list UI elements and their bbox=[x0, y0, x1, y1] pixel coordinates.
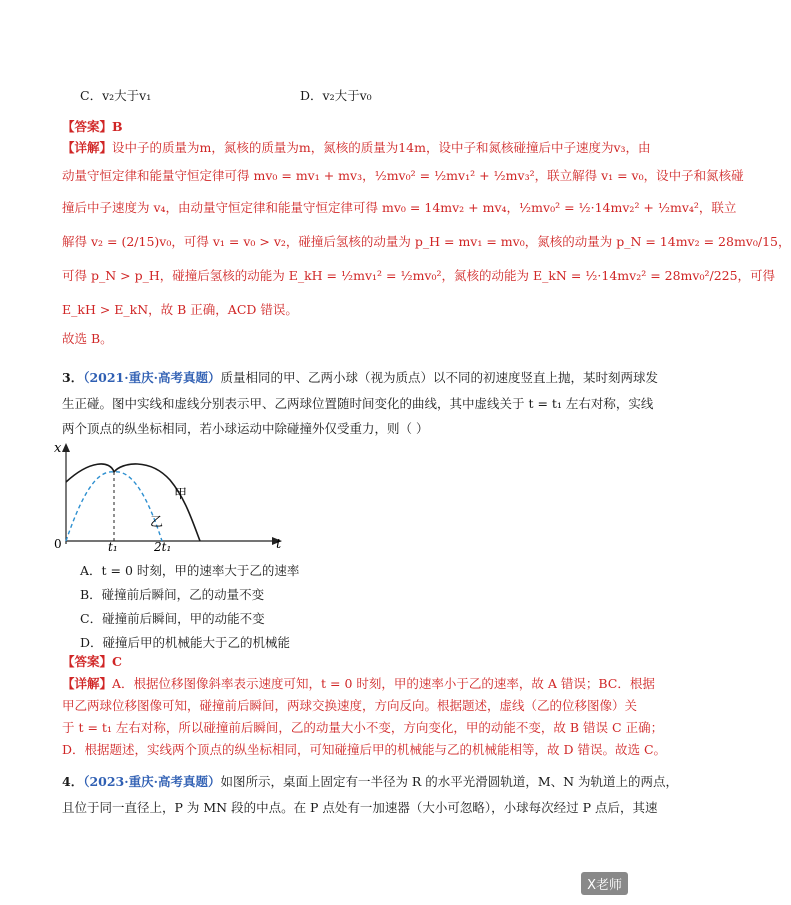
q3-explain-line-2: 甲乙两球位移图像可知，碰撞前后瞬间，两球交换速度，方向反向。根据题述，虚线（乙的位移图像）关 bbox=[62, 698, 638, 713]
q4-stem-line-2: 且位于同一直径上，P 为 MN 段的中点。在 P 点处有一加速器（大小可忽略），小球每次经过 P 点后，其速 bbox=[62, 800, 658, 815]
q3-stem-line-1 bbox=[62, 368, 658, 388]
answer-value: B bbox=[112, 119, 123, 134]
prev-explain-line-4: 解得 v₂ = (2/15)v₀，可得 v₁ = v₀ > v₂，碰撞后氢核的动量为 p_H = mv₁ = mv₀，氮核的动量为 p_N = 14mv₂ = 28mv₀/15， bbox=[62, 234, 791, 249]
watermark: X老师 bbox=[581, 872, 628, 895]
q3-explain-line-1 bbox=[62, 674, 655, 694]
q3-stem-text: 质量相同的甲、乙两小球（视为质点）以不同的初速度竖直上抛，某时刻两球发 bbox=[220, 370, 658, 385]
prev-explain-line-1 bbox=[62, 138, 651, 158]
prev-answer-line bbox=[62, 117, 600, 137]
q3-answer-tag: 【答案】 bbox=[62, 654, 113, 669]
q4-stem-text: 如图所示，桌面上固定有一半径为 R 的水平光滑圆轨道，M、N 为轨道上的两点， bbox=[220, 774, 679, 789]
q3-stem-line-3: 两个顶点的纵坐标相同，若小球运动中除碰撞外仅受重力，则（ ） bbox=[62, 421, 429, 436]
q3-answer-line bbox=[62, 652, 600, 672]
x-axis-label: t bbox=[276, 537, 282, 552]
prev-conclusion: 故选 B。 bbox=[62, 331, 113, 346]
q3-stem-line-2: 生正碰。图中实线和虚线分别表示甲、乙两球位置随时间变化的曲线，其中虚线关于 t = t₁ 左右对称，实线 bbox=[62, 396, 654, 411]
prev-explain-line-3: 撞后中子速度为 v₄，由动量守恒定律和能量守恒定律可得 mv₀ = 14mv₂ + mv₄，½mv₀² = ½·14mv₂² + ½mv₄²，联立 bbox=[62, 200, 737, 215]
q3-option-a: A．t = 0 时刻，甲的速率大于乙的速率 bbox=[80, 563, 300, 578]
origin-label: 0 bbox=[54, 537, 62, 551]
y-axis-arrow bbox=[62, 443, 70, 452]
q3-source: （2021·重庆·高考真题） bbox=[83, 370, 221, 385]
q3-option-b: B．碰撞前后瞬间，乙的动量不变 bbox=[80, 587, 265, 602]
q4-stem-line-1 bbox=[62, 772, 679, 792]
dashed-curve-label: 乙 bbox=[150, 515, 164, 530]
option-d: D．v₂大于v₀ bbox=[300, 88, 372, 103]
prev-explain-line-5: 可得 p_N > p_H，碰撞后氢核的动能为 E_kH = ½mv₁² = ½mv₀²，氮核的动能为 E_kN = ½·14mv₂² = 28mv₀²/225，可得 bbox=[62, 268, 776, 283]
q3-explain-text: A．根据位移图像斜率表示速度可知，t = 0 时刻，甲的速率小于乙的速率，故 A 错误；BC．根据 bbox=[112, 676, 655, 691]
y-axis-label: x bbox=[54, 441, 62, 456]
tick-t1-label: t₁ bbox=[108, 540, 118, 554]
q3-explain-line-4: D．根据题述，实线两个顶点的纵坐标相同，可知碰撞后甲的机械能与乙的机械能相等，故 D 错误。故选 C。 bbox=[62, 742, 667, 757]
q3-explain-line-3: 于 t = t₁ 左右对称，所以碰撞前后瞬间，乙的动量大小不变，方向变化，甲的动能不变，故 B 错误 C 正确； bbox=[62, 720, 664, 735]
prev-explain-line-2: 动量守恒定律和能量守恒定律可得 mv₀ = mv₁ + mv₃，½mv₀² = ½mv₁² + ½mv₃²，联立解得 v₁ = v₀，设中子和氮核碰 bbox=[62, 168, 744, 183]
tick-2t1-label: 2t₁ bbox=[154, 540, 172, 554]
q4-source: （2023·重庆·高考真题） bbox=[83, 774, 221, 789]
q3-option-c: C．碰撞前后瞬间，甲的动能不变 bbox=[80, 611, 265, 626]
q3-option-d: D．碰撞后甲的机械能大于乙的机械能 bbox=[80, 635, 291, 650]
prev-explain-line-6: E_kH > E_kN，故 B 正确，ACD 错误。 bbox=[62, 302, 298, 317]
explain-tag: 【详解】 bbox=[62, 140, 113, 155]
q3-position-time-graph bbox=[50, 440, 290, 552]
q3-answer-value: C bbox=[112, 654, 122, 669]
q3-explain-tag: 【详解】 bbox=[62, 676, 113, 691]
answer-tag: 【答案】 bbox=[62, 119, 113, 134]
option-c: C．v₂大于v₁ bbox=[80, 88, 152, 103]
dashed-curve-yi bbox=[66, 472, 162, 541]
explain-text: 设中子的质量为m，氮核的质量为m，氮核的质量为14m，设中子和氮核碰撞后中子速度为v₃，由 bbox=[112, 140, 651, 155]
solid-curve-jia bbox=[66, 464, 200, 541]
q3-number: 3． bbox=[62, 370, 84, 385]
q4-number: 4． bbox=[62, 774, 84, 789]
solid-curve-label: 甲 bbox=[174, 487, 188, 502]
